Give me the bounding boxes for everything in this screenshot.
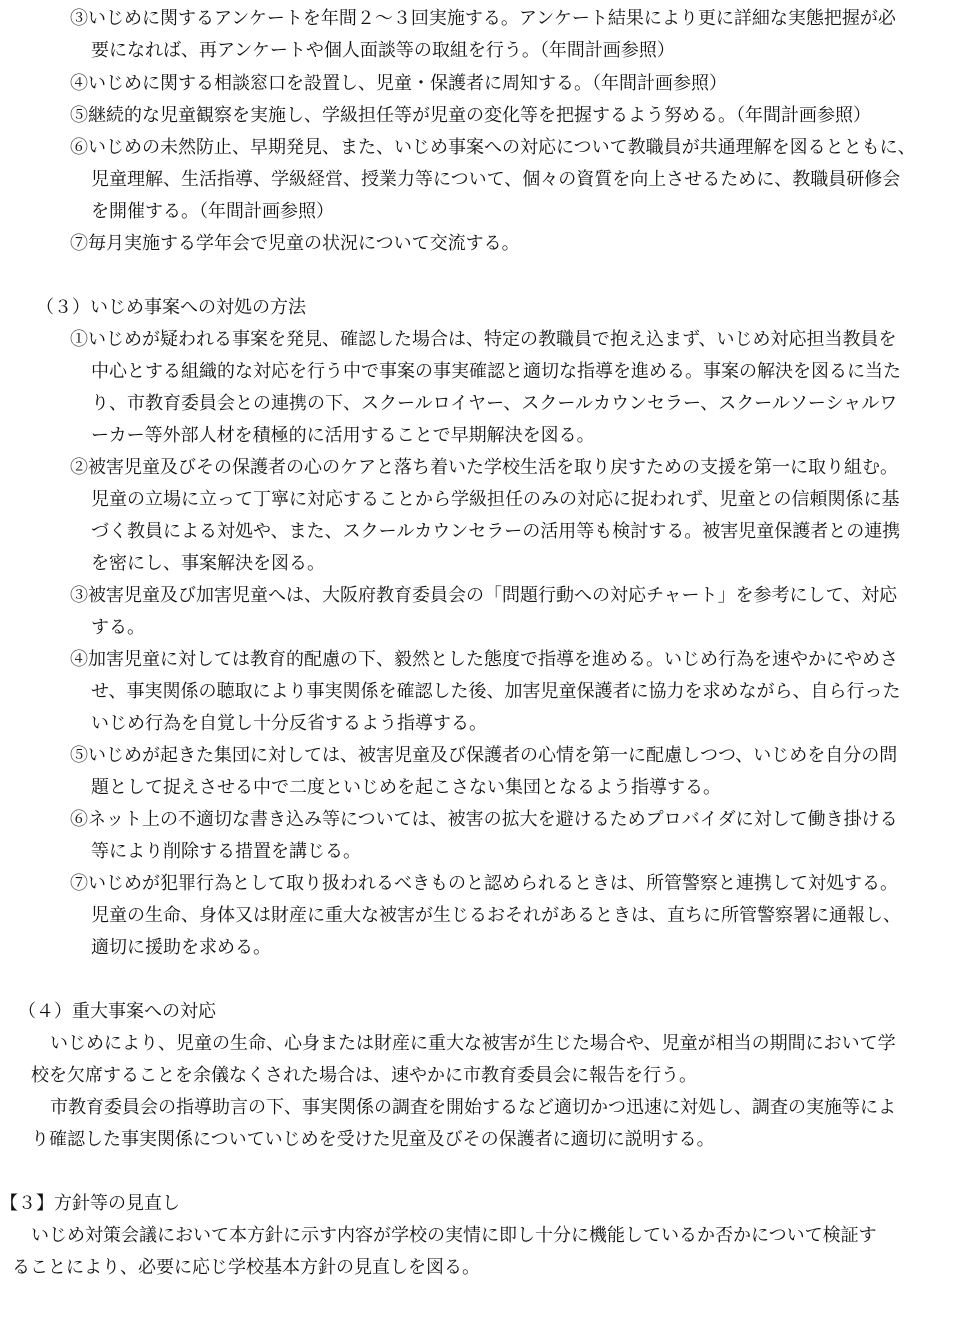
s4-para-1-line-2: 校を欠席することを余儀なくされた場合は、速やかに市教育委員会に報告を行う。 [31,1065,697,1086]
s3-item-4-line-3: いじめ行為を自覚し十分反省するよう指導する。 [91,713,487,734]
s3-item-2-line-4: を密にし、事案解決を図る。 [91,553,325,574]
s4-para-2-line-2: り確認した事実関係についていじめを受けた児童及びその保護者に適切に説明する。 [31,1129,715,1150]
s3-item-2-line-1: ②被害児童及びその保護者の心のケアと落ち着いた学校生活を取り戻すための支援を第一に取り組む。 [70,457,898,478]
prev-item-4-line-1: ④いじめに関する相談窓口を設置し、児童・保護者に周知する。（年間計画参照） [70,73,727,94]
review-para-line-1: いじめ対策会議において本方針に示す内容が学校の実情に即し十分に機能しているか否かについて検証す [31,1225,877,1246]
s4-para-2-line-1: 市教育委員会の指導助言の下、事実関係の調査を開始するなど適切かつ迅速に対処し、調査の実施等によ [50,1097,896,1118]
prev-item-5-line-1: ⑤継続的な児童観察を実施し、学級担任等が児童の変化等を把握するよう努める。（年間計画参照） [70,105,871,126]
s3-item-4-line-1: ④加害児童に対しては教育的配慮の下、毅然とした態度で指導を進める。いじめ行為を速やかにやめさ [70,649,898,670]
prev-item-6-line-2: 児童理解、生活指導、学級経営、授業力等について、個々の資質を向上させるために、教職員研修会 [91,169,901,190]
s3-item-7-line-1: ⑦いじめが犯罪行為として取り扱われるべきものと認められるときは、所管警察と連携して対処する。 [70,873,898,894]
section-4-heading: （４）重大事案への対応 [18,1001,216,1022]
section-3-heading: （３）いじめ事案への対処の方法 [36,297,306,318]
prev-item-7-line-1: ⑦毎月実施する学年会で児童の状況について交流する。 [70,233,520,254]
s3-item-7-line-2: 児童の生命、身体又は財産に重大な被害が生じるおそれがあるときは、直ちに所管警察署に通報し、 [91,905,901,926]
s3-item-7-line-3: 適切に援助を求める。 [91,937,271,958]
s4-para-1-line-1: いじめにより、児童の生命、心身または財産に重大な被害が生じた場合や、児童が相当の期間において学 [50,1033,896,1054]
prev-item-3-line-2: 要になれば、再アンケートや個人面談等の取組を行う。（年間計画参照） [91,40,675,61]
prev-item-6-line-1: ⑥いじめの未然防止、早期発見、また、いじめ事案への対応について教職員が共通理解を図るとともに、 [70,137,916,158]
review-section-heading: 【３】方針等の見直し [0,1193,180,1214]
s3-item-5-line-2: 題として捉えさせる中で二度といじめを起こさない集団となるよう指導する。 [91,777,721,798]
s3-item-6-line-1: ⑥ネット上の不適切な書き込み等については、被害の拡大を避けるためプロバイダに対して働き掛ける [70,809,898,830]
s3-item-1-line-2: 中心とする組織的な対応を行う中で事案の事実確認と適切な指導を進める。事案の解決を図るに当た [91,361,901,382]
s3-item-3-line-1: ③被害児童及び加害児童へは、大阪府教育委員会の「問題行動への対応チャート」を参考にして、対応 [70,585,898,606]
s3-item-1-line-3: り、市教育委員会との連携の下、スクールロイヤー、スクールカウンセラー、スクールソーシャルワ [91,393,898,414]
s3-item-1-line-4: ーカー等外部人材を積極的に活用することで早期解決を図る。 [91,425,595,446]
s3-item-1-line-1: ①いじめが疑われる事案を発見、確認した場合は、特定の教職員で抱え込まず、いじめ対応担当教員を [70,329,897,350]
s3-item-3-line-2: する。 [91,617,145,638]
s3-item-2-line-3: づく教員による対処や、また、スクールカウンセラーの活用等も検討する。被害児童保護者との連携 [91,521,901,542]
prev-item-6-line-3: を開催する。（年間計画参照） [91,201,334,222]
s3-item-4-line-2: せ、事実関係の聴取により事実関係を確認した後、加害児童保護者に協力を求めながら、自ら行った [91,681,901,702]
prev-item-3-line-1: ③いじめに関するアンケートを年間２～３回実施する。アンケート結果により更に詳細な実態把握が必 [70,8,896,29]
review-para-line-2: ることにより、必要に応じ学校基本方針の見直しを図る。 [12,1257,480,1278]
s3-item-5-line-1: ⑤いじめが起きた集団に対しては、被害児童及び保護者の心情を第一に配慮しつつ、いじめを自分の問 [70,745,898,766]
s3-item-2-line-2: 児童の立場に立って丁寧に対応することから学級担任のみの対応に捉われず、児童との信頼関係に基 [91,489,900,510]
s3-item-6-line-2: 等により削除する措置を講じる。 [91,841,361,862]
